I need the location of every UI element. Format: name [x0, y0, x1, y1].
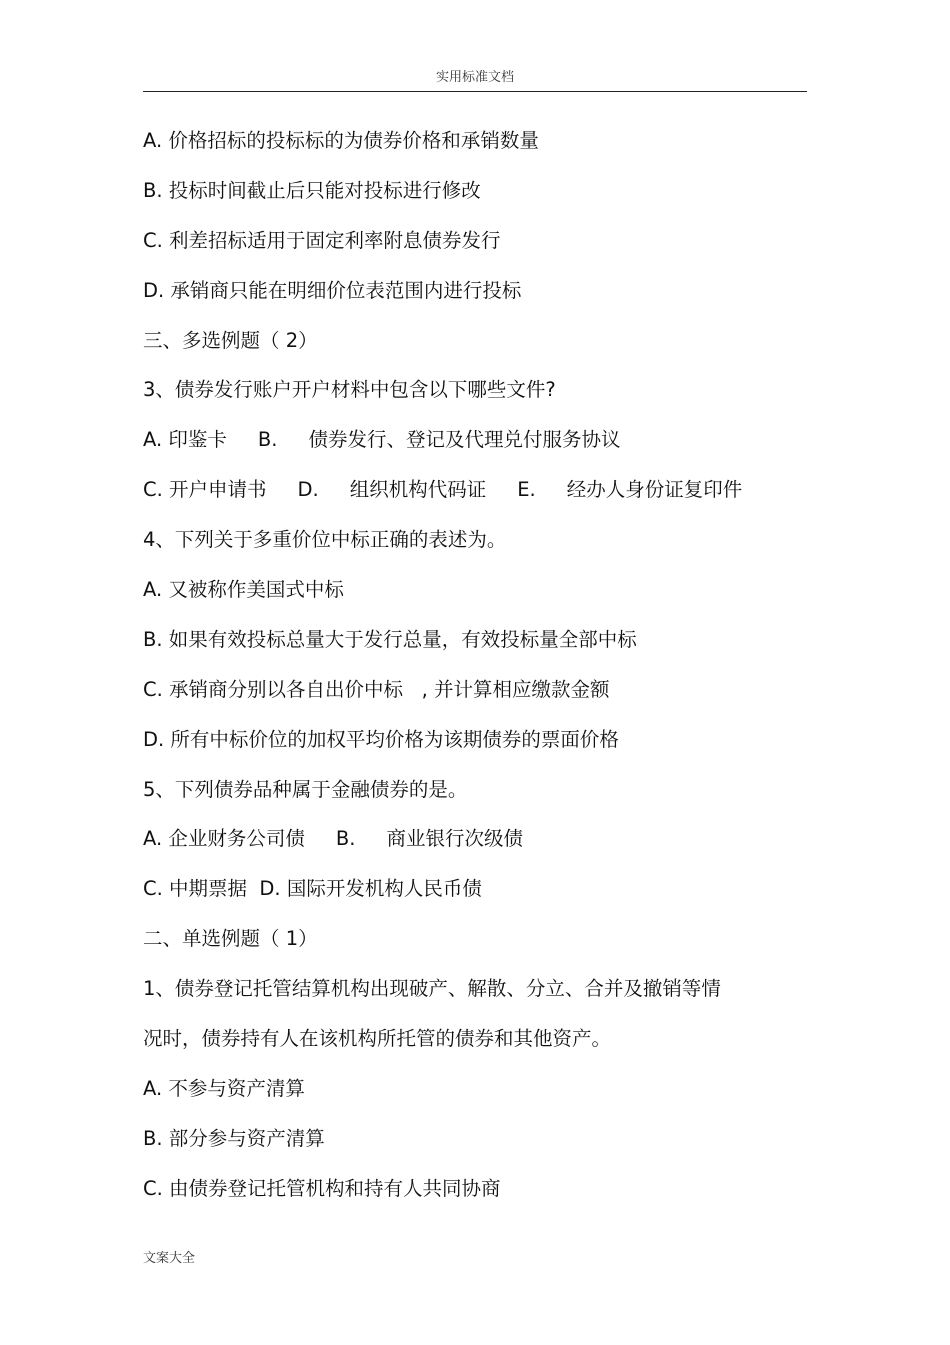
option-line: C. 承销商分别以各自出价中标 , 并计算相应缴款金额 — [143, 677, 610, 701]
option-line: B. 部分参与资产清算 — [143, 1126, 325, 1150]
question-line-continued: 况时，债券持有人在该机构所托管的债券和其他资产。 — [143, 1027, 612, 1051]
option-line: D. 所有中标价位的加权平均价格为该期债券的票面价格 — [143, 727, 619, 751]
option-line: C. 中期票据 D. 国际开发机构人民币债 — [143, 877, 482, 901]
option-line: A. 价格招标的投标标的为债券价格和承销数量 — [143, 129, 539, 152]
option-line: A. 企业财务公司债 B. 商业银行次级债 — [143, 827, 523, 851]
question-line: 4、下列关于多重价位中标正确的表述为。 — [143, 528, 507, 552]
option-line: C. 开户申请书 D. 组织机构代码证 E. 经办人身份证复印件 — [143, 478, 743, 502]
header-divider — [143, 91, 807, 92]
section-heading: 三、多选例题（ 2） — [143, 328, 318, 352]
option-line: A. 又被称作美国式中标 — [143, 578, 344, 602]
option-line: A. 不参与资产清算 — [143, 1076, 305, 1100]
question-line: 3、债券发行账户开户材料中包含以下哪些文件? — [143, 378, 556, 402]
option-line: A. 印鉴卡 B. 债券发行、登记及代理兑付服务协议 — [143, 428, 621, 452]
page-header: 实用标准文档 — [435, 70, 514, 85]
question-line: 1、债券登记托管结算机构出现破产、解散、分立、合并及撤销等情 — [143, 977, 721, 1001]
option-line: C. 利差招标适用于固定利率附息债券发行 — [143, 228, 501, 252]
document-body — [143, 116, 807, 1214]
page-footer: 文案大全 — [143, 1251, 196, 1266]
option-line: B. 如果有效投标总量大于发行总量，有效投标量全部中标 — [143, 627, 637, 651]
option-line: B. 投标时间截止后只能对投标进行修改 — [143, 178, 481, 202]
section-heading: 二、单选例题（ 1） — [143, 927, 318, 951]
option-line: C. 由债券登记托管机构和持有人共同协商 — [143, 1176, 501, 1200]
question-line: 5、下列债券品种属于金融债券的是。 — [143, 777, 468, 801]
option-line: D. 承销商只能在明细价位表范围内进行投标 — [143, 278, 522, 302]
